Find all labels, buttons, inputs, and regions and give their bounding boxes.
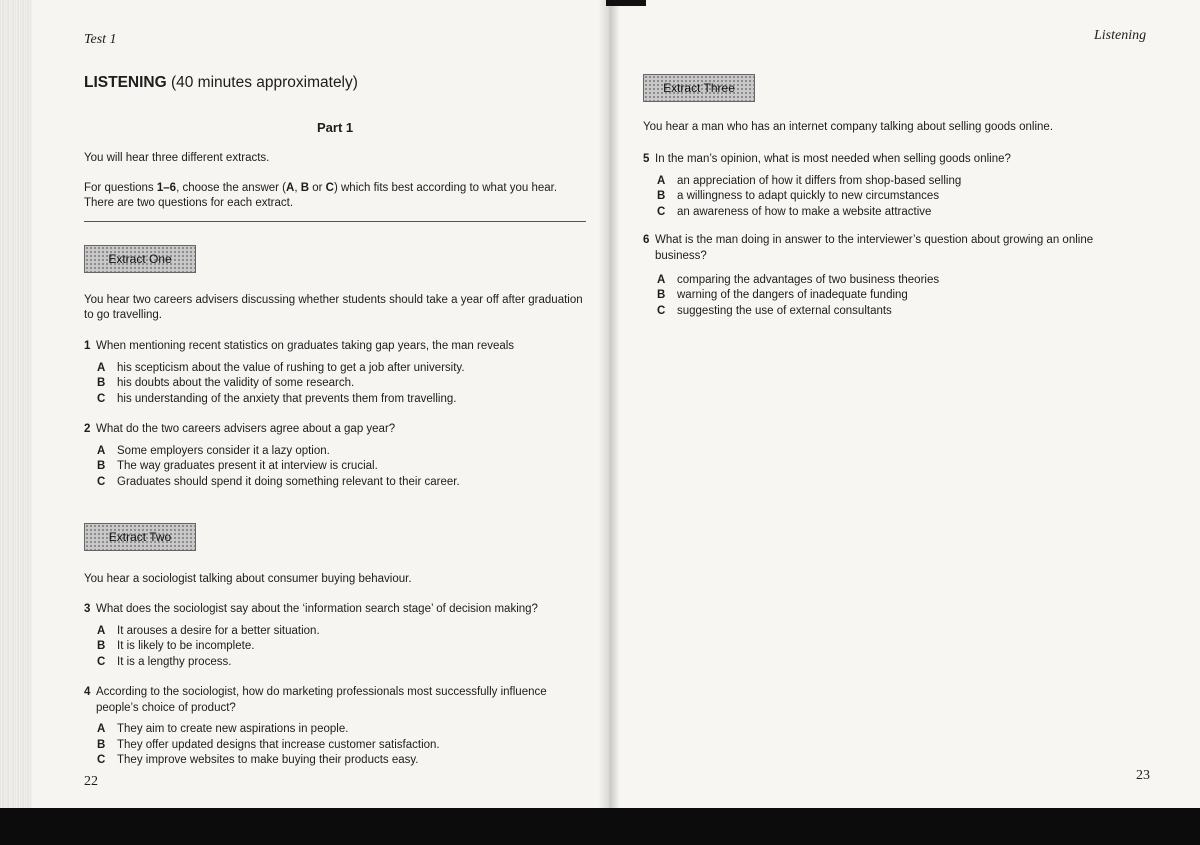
option-text: Graduates should spend it doing something relevant to their career. <box>117 476 460 488</box>
q6-option-c <box>657 304 892 320</box>
question-stem: What does the sociologist say about the ‘information search stage’ of decision making? <box>96 603 538 615</box>
option-text: Some employers consider it a lazy option. <box>117 445 330 457</box>
option-letter: B <box>97 640 106 652</box>
title-bold: LISTENING <box>84 74 167 91</box>
q5-option-b <box>657 189 939 205</box>
question-3 <box>84 602 584 618</box>
q2-option-a <box>97 444 330 460</box>
instr-part: , choose the answer ( <box>176 182 287 194</box>
q6-option-a <box>657 273 939 289</box>
extract-two-context: You hear a sociologist talking about consumer buying behaviour. <box>84 573 412 585</box>
option-letter: A <box>657 175 666 187</box>
instr-part: ) which fits best according to what you hear. <box>333 182 558 194</box>
option-text: his scepticism about the value of rushing to get a job after university. <box>117 362 465 374</box>
option-letter: A <box>657 274 666 286</box>
instr-letter: A <box>286 182 295 194</box>
option-letter: C <box>657 305 666 317</box>
question-number: 3 <box>84 603 91 615</box>
q1-option-b <box>97 376 354 392</box>
option-text: They offer updated designs that increase customer satisfaction. <box>117 739 440 751</box>
option-letter: A <box>97 445 106 457</box>
question-stem: In the man’s opinion, what is most needed when selling goods online? <box>655 153 1011 165</box>
option-letter: C <box>97 476 106 488</box>
instr-letter: C <box>325 182 334 194</box>
option-text: his doubts about the validity of some research. <box>117 377 355 389</box>
question-stem-line-2: business? <box>655 249 707 262</box>
running-head-left: Test 1 <box>84 32 117 47</box>
instr-letter: B <box>300 182 310 194</box>
option-text: It is a lengthy process. <box>117 656 232 668</box>
running-head-right: Listening <box>1094 28 1147 43</box>
page-title <box>84 74 358 92</box>
option-letter: B <box>657 190 666 202</box>
question-stem-line-2: people’s choice of product? <box>96 701 236 714</box>
option-text: It arouses a desire for a better situation. <box>117 625 320 637</box>
question-stem: What do the two careers advisers agree about a gap year? <box>96 423 396 435</box>
option-text: They aim to create new aspirations in people. <box>117 723 349 735</box>
question-number: 1 <box>84 340 91 352</box>
question-number: 2 <box>84 423 91 435</box>
extract-two-label-text: Extract Two <box>108 530 172 544</box>
q4-option-b <box>97 738 440 754</box>
question-stem-line-1: According to the sociologist, how do marketing professionals most successfully influence <box>96 686 547 698</box>
question-number: 5 <box>643 153 650 165</box>
option-text: They improve websites to make buying their products easy. <box>117 754 419 766</box>
instr-part: , <box>294 182 301 194</box>
divider <box>84 221 586 222</box>
q3-option-c <box>97 655 231 671</box>
q3-option-b <box>97 639 254 655</box>
title-rest: (40 minutes approximately) <box>166 74 358 91</box>
q6-option-b <box>657 288 908 304</box>
option-text: his understanding of the anxiety that prevents them from travelling. <box>117 393 457 405</box>
extract-one-context-1: You hear two careers advisers discussing whether students should take a year off after graduation <box>84 294 583 306</box>
q2-option-c <box>97 475 460 491</box>
question-stem: When mentioning recent statistics on graduates taking gap years, the man reveals <box>96 340 515 352</box>
option-text: a willingness to adapt quickly to new circumstances <box>677 190 940 202</box>
question-stem-line-1: What is the man doing in answer to the interviewer’s question about growing an online <box>655 234 1094 246</box>
question-number: 4 <box>84 686 91 698</box>
instr-part: or <box>309 182 326 194</box>
extract-three-label-text: Extract Three <box>663 81 735 95</box>
extract-three-context: You hear a man who has an internet company talking about selling goods online. <box>643 121 1054 133</box>
q5-option-c <box>657 205 931 221</box>
question-6 <box>643 233 1163 264</box>
instructions-line-1 <box>84 181 557 197</box>
extract-one-label <box>84 245 196 273</box>
extract-one-context-2: to go travelling. <box>84 309 162 321</box>
option-letter: B <box>97 377 106 389</box>
q3-option-a <box>97 624 320 640</box>
option-letter: B <box>97 460 106 472</box>
option-letter: C <box>657 206 666 218</box>
option-letter: A <box>97 362 106 374</box>
page-edge-shadow <box>0 0 32 810</box>
option-text: an awareness of how to make a website attractive <box>677 206 932 218</box>
option-letter: C <box>97 754 106 766</box>
option-text: The way graduates present it at interview is crucial. <box>117 460 378 472</box>
q1-option-c <box>97 392 456 408</box>
page-number-right: 23 <box>1136 768 1150 783</box>
instr-part: For questions <box>84 182 157 194</box>
instructions-line-2: There are two questions for each extract. <box>84 197 294 209</box>
extract-one-label-text: Extract One <box>108 252 172 266</box>
option-letter: B <box>97 739 106 751</box>
extract-three-label <box>643 74 755 102</box>
q2-option-b <box>97 459 378 475</box>
option-letter: A <box>97 625 106 637</box>
question-number: 6 <box>643 234 650 246</box>
option-letter: B <box>657 289 666 301</box>
question-5 <box>643 152 1143 168</box>
q1-option-a <box>97 361 465 377</box>
option-text: comparing the advantages of two business theories <box>677 274 940 286</box>
option-text: an appreciation of how it differs from shop-based selling <box>677 175 962 187</box>
intro-text: You will hear three different extracts. <box>84 152 270 164</box>
option-text: warning of the dangers of inadequate funding <box>677 289 908 301</box>
page-number-left: 22 <box>84 774 98 789</box>
scan-bottom-band <box>0 808 1200 845</box>
option-text: suggesting the use of external consultants <box>677 305 892 317</box>
part-heading: Part 1 <box>317 120 354 135</box>
q5-option-a <box>657 174 961 190</box>
extract-two-label <box>84 523 196 551</box>
book-spine <box>598 0 620 810</box>
option-letter: A <box>97 723 106 735</box>
q4-option-c <box>97 753 418 769</box>
question-4 <box>84 685 584 716</box>
instr-range: 1–6 <box>156 182 177 194</box>
scan-corner-mark <box>606 0 646 6</box>
option-letter: C <box>97 656 106 668</box>
question-2 <box>84 422 584 438</box>
option-letter: C <box>97 393 106 405</box>
option-text: It is likely to be incomplete. <box>117 640 255 652</box>
question-1 <box>84 339 584 355</box>
q4-option-a <box>97 722 348 738</box>
